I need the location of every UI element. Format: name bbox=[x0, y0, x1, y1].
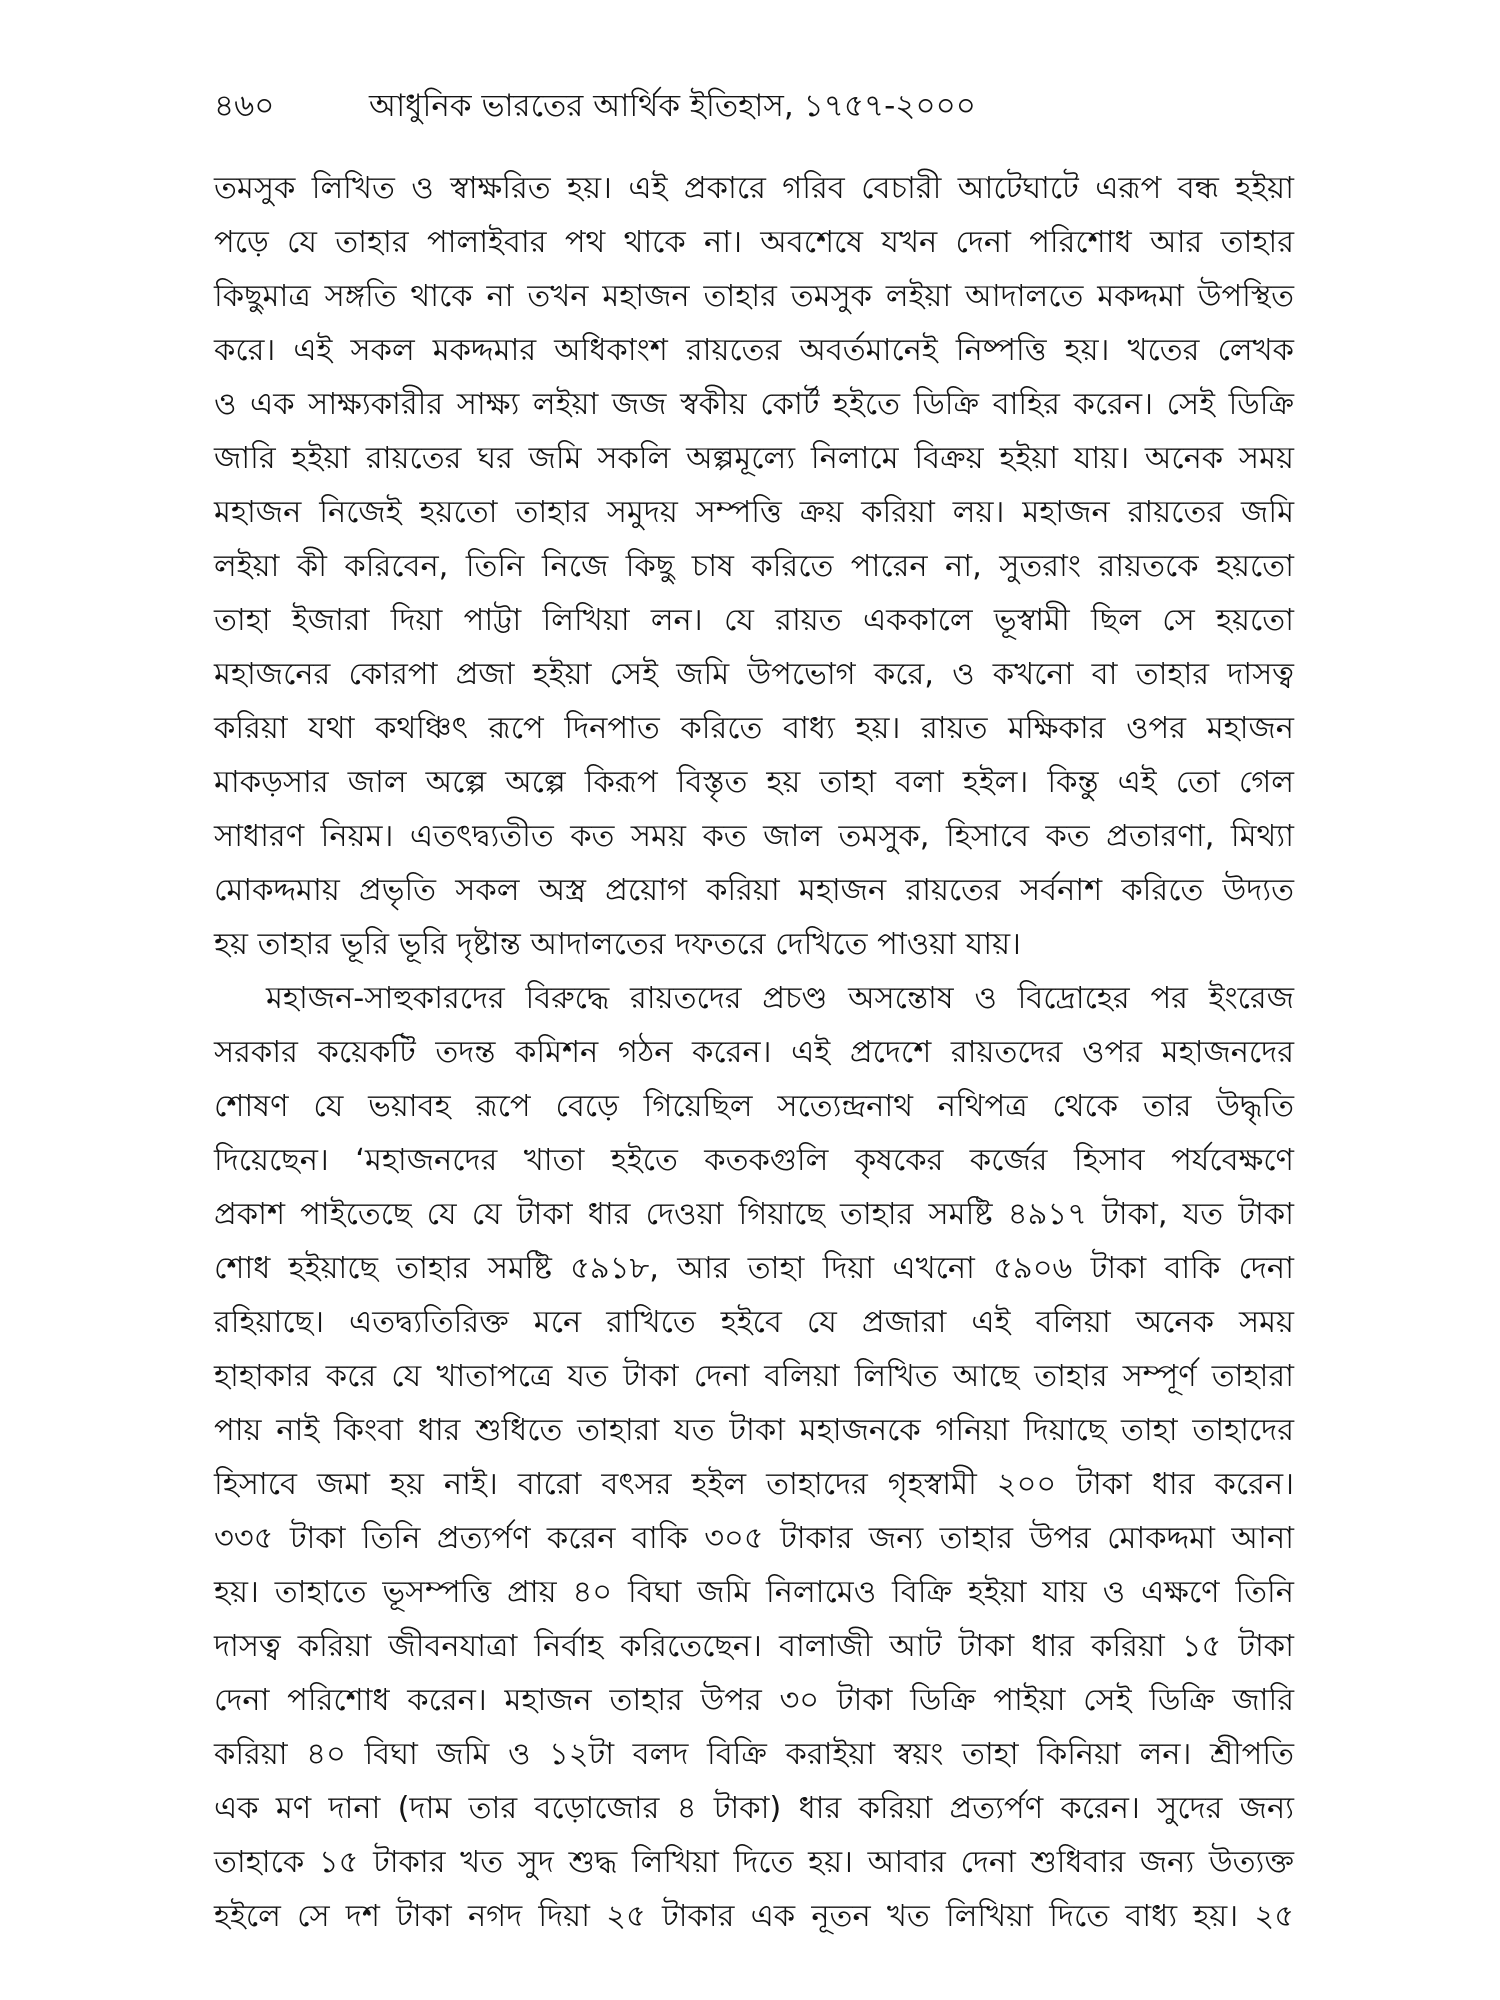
running-title: আধুনিক ভারতের আর্থিক ইতিহাস, ১৭৫৭-২০০০ bbox=[369, 88, 976, 124]
text-line: করিয়া ৪০ বিঘা জমি ও ১২টা বলদ বিক্রি করাইয়া স্বয়ং তাহা কিনিয়া লন। শ্রীপতি bbox=[214, 1737, 1294, 1772]
text-line: মোকদ্দমায় প্রভৃতি সকল অস্ত্র প্রয়োগ করিয়া মহাজন রায়তের সর্বনাশ করিতে উদ্যত bbox=[214, 873, 1294, 908]
text-line: পড়ে যে তাহার পালাইবার পথ থাকে না। অবশেষে যখন দেনা পরিশোধ আর তাহার bbox=[214, 225, 1294, 260]
text-line: শোধ হইয়াছে তাহার সমষ্টি ৫৯১৮, আর তাহা দিয়া এখনো ৫৯০৬ টাকা বাকি দেনা bbox=[214, 1251, 1294, 1286]
text-line: সরকার কয়েকটি তদন্ত কমিশন গঠন করেন। এই প্রদেশে রায়তদের ওপর মহাজনদের bbox=[214, 1035, 1294, 1070]
text-line: হয় তাহার ভূরি ভূরি দৃষ্টান্ত আদালতের দফতরে দেখিতে পাওয়া যায়। bbox=[214, 927, 1021, 962]
text-line: মহাজনের কোরপা প্রজা হইয়া সেই জমি উপভোগ করে, ও কখনো বা তাহার দাসত্ব bbox=[214, 657, 1294, 692]
text-line: তাহা ইজারা দিয়া পাট্টা লিখিয়া লন। যে রায়ত এককালে ভূস্বামী ছিল সে হয়তো bbox=[214, 603, 1294, 638]
text-line: লইয়া কী করিবেন, তিনি নিজে কিছু চাষ করিতে পারেন না, সুতরাং রায়তকে হয়তো bbox=[214, 549, 1294, 584]
text-line: হাহাকার করে যে খাতাপত্রে যত টাকা দেনা বলিয়া লিখিত আছে তাহার সম্পূর্ণ তাহারা bbox=[214, 1359, 1294, 1394]
text-line: এক মণ দানা (দাম তার বড়োজোর ৪ টাকা) ধার করিয়া প্রত্যর্পণ করেন। সুদের জন্য bbox=[214, 1791, 1294, 1826]
page-header bbox=[214, 78, 1294, 134]
text-line: দেনা পরিশোধ করেন। মহাজন তাহার উপর ৩০ টাকা ডিক্রি পাইয়া সেই ডিক্রি জারি bbox=[214, 1683, 1294, 1718]
text-line: মহাজন নিজেই হয়তো তাহার সমুদয় সম্পত্তি ক্রয় করিয়া লয়। মহাজন রায়তের জমি bbox=[214, 495, 1294, 530]
text-line: সাধারণ নিয়ম। এতৎদ্ব্যতীত কত সময় কত জাল তমসুক, হিসাবে কত প্রতারণা, মিথ্যা bbox=[214, 819, 1294, 854]
text-line: জারি হইয়া রায়তের ঘর জমি সকলি অল্পমূল্যে নিলামে বিক্রয় হইয়া যায়। অনেক সময় bbox=[214, 441, 1294, 476]
text-line: মাকড়সার জাল অল্পে অল্পে কিরূপ বিস্তৃত হয় তাহা বলা হইল। কিন্তু এই তো গেল bbox=[214, 765, 1294, 800]
text-line: কিছুমাত্র সঙ্গতি থাকে না তখন মহাজন তাহার তমসুক লইয়া আদালতে মকদ্দমা উপস্থিত bbox=[214, 279, 1294, 314]
text-line: দাসত্ব করিয়া জীবনযাত্রা নির্বাহ করিতেছেন। বালাজী আট টাকা ধার করিয়া ১৫ টাকা bbox=[214, 1629, 1294, 1664]
paragraph bbox=[214, 972, 1294, 1944]
text-line: ৩৩৫ টাকা তিনি প্রত্যর্পণ করেন বাকি ৩০৫ টাকার জন্য তাহার উপর মোকদ্দমা আনা bbox=[214, 1521, 1294, 1556]
text-line: হিসাবে জমা হয় নাই। বারো বৎসর হইল তাহাদের গৃহস্বামী ২০০ টাকা ধার করেন। bbox=[214, 1467, 1294, 1502]
text-line: শোষণ যে ভয়াবহ রূপে বেড়ে গিয়েছিল সত্যেন্দ্রনাথ নথিপত্র থেকে তার উদ্ধৃতি bbox=[214, 1089, 1294, 1124]
text-line: হইলে সে দশ টাকা নগদ দিয়া ২৫ টাকার এক নূতন খত লিখিয়া দিতে বাধ্য হয়। ২৫ bbox=[214, 1899, 1294, 1934]
text-line: মহাজন-সাহুকারদের বিরুদ্ধে রায়তদের প্রচণ্ড অসন্তোষ ও বিদ্রোহের পর ইংরেজ bbox=[266, 981, 1294, 1016]
text-line: রহিয়াছে। এতদ্ব্যতিরিক্ত মনে রাখিতে হইবে যে প্রজারা এই বলিয়া অনেক সময় bbox=[214, 1305, 1294, 1340]
text-line: ও এক সাক্ষ্যকারীর সাক্ষ্য লইয়া জজ স্বকীয় কোর্ট হইতে ডিক্রি বাহির করেন। সেই ডিক্রি bbox=[214, 387, 1294, 422]
text-line: প্রকাশ পাইতেছে যে যে টাকা ধার দেওয়া গিয়াছে তাহার সমষ্টি ৪৯১৭ টাকা, যত টাকা bbox=[214, 1197, 1294, 1232]
paragraph bbox=[214, 162, 1294, 972]
body-text bbox=[214, 162, 1294, 1944]
text-line: করিয়া যথা কথঞ্চিৎ রূপে দিনপাত করিতে বাধ্য হয়। রায়ত মক্ষিকার ওপর মহাজন bbox=[214, 711, 1294, 746]
text-line: করে। এই সকল মকদ্দমার অধিকাংশ রায়তের অবর্তমানেই নিষ্পত্তি হয়। খতের লেখক bbox=[214, 333, 1294, 368]
text-line: তমসুক লিখিত ও স্বাক্ষরিত হয়। এই প্রকারে গরিব বেচারী আটেঘাটে এরূপ বন্ধ হইয়া bbox=[214, 171, 1294, 206]
text-line: তাহাকে ১৫ টাকার খত সুদ শুদ্ধ লিখিয়া দিতে হয়। আবার দেনা শুধিবার জন্য উত্যক্ত bbox=[214, 1845, 1294, 1880]
text-line: পায় নাই কিংবা ধার শুধিতে তাহারা যত টাকা মহাজনকে গনিয়া দিয়াছে তাহা তাহাদের bbox=[214, 1413, 1294, 1448]
text-line: হয়। তাহাতে ভূসম্পত্তি প্রায় ৪০ বিঘা জমি নিলামেও বিক্রি হইয়া যায় ও এক্ষণে তিনি bbox=[214, 1575, 1294, 1610]
text-line: দিয়েছেন। ‘মহাজনদের খাতা হইতে কতকগুলি কৃষকের কর্জের হিসাব পর্যবেক্ষণে bbox=[214, 1143, 1294, 1178]
page-number: ৪৬০ bbox=[214, 88, 275, 124]
